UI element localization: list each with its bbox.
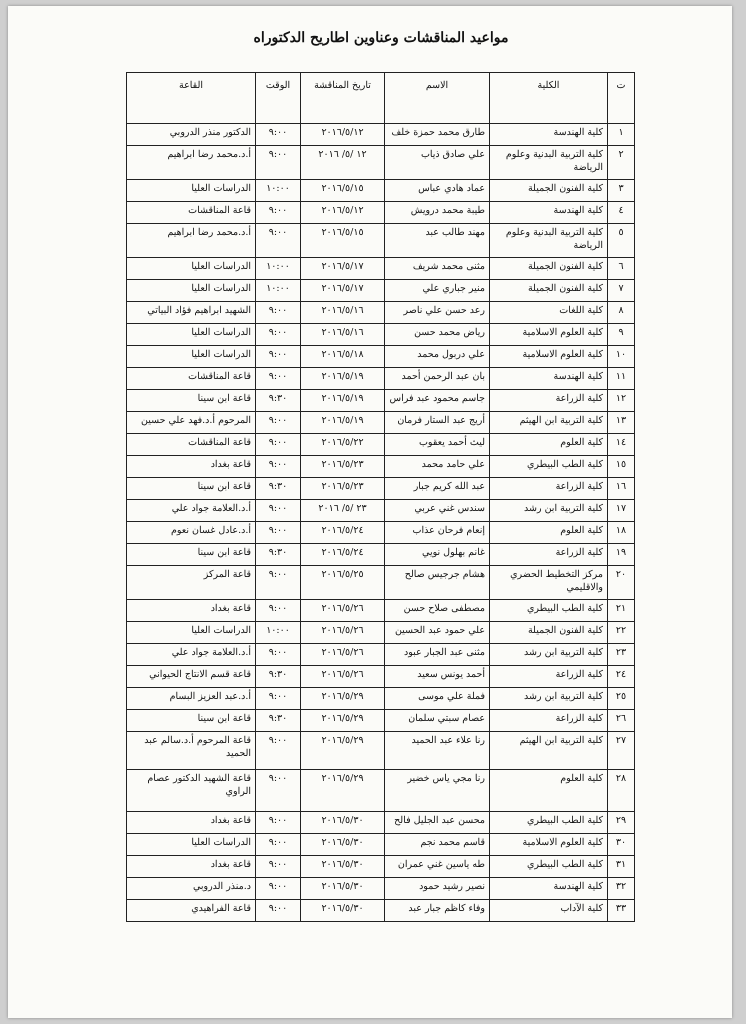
header-row [127,73,635,124]
cell-name: فملة علي موسى [385,688,490,710]
table-row [127,878,635,900]
cell-name: أحمد يونس سعيد [385,666,490,688]
cell-name: علي دربول محمد [385,346,490,368]
cell-hall: قاعة ابن سينا [127,544,256,566]
cell-hall: قاعة الشهيد الدكتور عصام الراوي [127,770,256,812]
cell-date: ٢٠١٦/٥/١٨ [301,346,385,368]
cell-time: ٩:٠٠ [256,302,301,324]
cell-date: ٢٠١٦/٥/١٧ [301,258,385,280]
cell-college: كلية التربية ابن رشد [490,688,608,710]
cell-num: ٢٤ [608,666,635,688]
cell-time: ٩:٠٠ [256,500,301,522]
cell-time: ٩:٠٠ [256,566,301,600]
cell-date: ٢٠١٦/٥/١٩ [301,412,385,434]
cell-time: ٩:٠٠ [256,202,301,224]
cell-num: ٢٥ [608,688,635,710]
cell-num: ١٢ [608,390,635,412]
cell-name: رياض محمد حسن [385,324,490,346]
cell-num: ٣٣ [608,900,635,922]
table-row [127,224,635,258]
cell-num: ١٣ [608,412,635,434]
cell-time: ٩:٣٠ [256,544,301,566]
cell-name: علي صادق ذياب [385,146,490,180]
cell-time: ١٠:٠٠ [256,258,301,280]
cell-hall: الدراسات العليا [127,346,256,368]
cell-date: ٢٠١٦/٥/٢٦ [301,600,385,622]
cell-hall: أ.د.محمد رضا ابراهيم [127,224,256,258]
cell-time: ٩:٣٠ [256,478,301,500]
cell-name: طارق محمد حمزة خلف [385,124,490,146]
cell-hall: الدراسات العليا [127,622,256,644]
cell-time: ٩:٠٠ [256,856,301,878]
table-row [127,434,635,456]
cell-time: ٩:٠٠ [256,878,301,900]
cell-name: محسن عبد الجليل فالح [385,812,490,834]
page-title: مواعيد المناقشات وعناوين اطاريح الدكتوراه [253,30,509,46]
cell-date: ٢٠١٦/٥/٢٢ [301,434,385,456]
table-row [127,368,635,390]
table-row [127,202,635,224]
cell-date: ٢٠١٦/٥/١٢ [301,202,385,224]
cell-hall: قاعة ابن سينا [127,710,256,732]
cell-college: كلية الهندسة [490,368,608,390]
cell-college: كلية الفنون الجميلة [490,622,608,644]
cell-college: كلية اللغات [490,302,608,324]
cell-num: ٣ [608,180,635,202]
table-row [127,146,635,180]
cell-date: ٢٠١٦/٥/١٩ [301,390,385,412]
cell-college: كلية العلوم الاسلامية [490,324,608,346]
header-hall: القاعة [127,73,256,124]
table-row [127,566,635,600]
cell-num: ٦ [608,258,635,280]
cell-date: ٢٠١٦/٥/١٦ [301,302,385,324]
cell-hall: الدكتور منذر الدروبي [127,124,256,146]
table-body [127,124,635,922]
cell-num: ١٨ [608,522,635,544]
cell-college: كلية الهندسة [490,202,608,224]
cell-name: وفاء كاظم جبار عبد [385,900,490,922]
cell-num: ٢١ [608,600,635,622]
cell-college: كلية الزراعة [490,478,608,500]
cell-time: ٩:٠٠ [256,434,301,456]
cell-hall: قاعة قسم الانتاج الحيواني [127,666,256,688]
cell-date: ٢٠١٦/٥/٣٠ [301,812,385,834]
header-num: ت [608,73,635,124]
cell-name: طيبة محمد درويش [385,202,490,224]
cell-date: ٢٠١٦/٥/٣٠ [301,878,385,900]
cell-time: ٩:٠٠ [256,688,301,710]
table-row [127,412,635,434]
cell-time: ٩:٠٠ [256,522,301,544]
defense-schedule-table [126,72,635,922]
header-date: تاريخ المناقشة [301,73,385,124]
cell-hall: قاعة المناقشات [127,202,256,224]
cell-name: عبد الله كريم جبار [385,478,490,500]
cell-num: ٢٣ [608,644,635,666]
table-row [127,666,635,688]
cell-hall: أ.د.العلامة جواد علي [127,500,256,522]
cell-name: أريج عبد الستار فرمان [385,412,490,434]
cell-hall: قاعة المناقشات [127,368,256,390]
cell-date: ٢٠١٦/٥/١٧ [301,280,385,302]
cell-hall: أ.د.عادل غسان نعوم [127,522,256,544]
cell-num: ٧ [608,280,635,302]
cell-college: كلية الطب البيطري [490,600,608,622]
cell-name: مهند طالب عبد [385,224,490,258]
cell-num: ١١ [608,368,635,390]
cell-time: ٩:٠٠ [256,324,301,346]
cell-name: منير جباري علي [385,280,490,302]
table-row [127,688,635,710]
table-row [127,346,635,368]
cell-name: مثنى محمد شريف [385,258,490,280]
cell-date: ٢٠١٦/٥/٢٩ [301,688,385,710]
cell-date: ٢٠١٦/٥/١٦ [301,324,385,346]
table-row [127,500,635,522]
cell-num: ٢٢ [608,622,635,644]
cell-college: مركز التخطيط الحضري والاقليمي [490,566,608,600]
cell-hall: قاعة بغداد [127,856,256,878]
cell-name: سندس غني عربي [385,500,490,522]
cell-college: كلية العلوم [490,770,608,812]
cell-hall: قاعة ابن سينا [127,478,256,500]
header-time: الوقت [256,73,301,124]
table-row [127,644,635,666]
cell-time: ١٠:٠٠ [256,180,301,202]
cell-time: ٩:٠٠ [256,900,301,922]
cell-college: كلية الطب البيطري [490,456,608,478]
cell-num: ٩ [608,324,635,346]
cell-college: كلية التربية ابن رشد [490,644,608,666]
cell-date: ٢٠١٦/٥/٣٠ [301,834,385,856]
table-row [127,834,635,856]
cell-college: كلية التربية البدنية وعلوم الرياضة [490,146,608,180]
cell-college: كلية الآداب [490,900,608,922]
table-row [127,812,635,834]
cell-num: ٢٧ [608,732,635,770]
cell-name: علي حمود عبد الحسين [385,622,490,644]
cell-num: ٢٨ [608,770,635,812]
cell-num: ١٧ [608,500,635,522]
cell-name: رنا علاء عبد الحميد [385,732,490,770]
cell-date: ٢٠١٦/٥/١٥ [301,180,385,202]
cell-college: كلية التربية ابن رشد [490,500,608,522]
cell-date: ٢٠١٦/٥/٢٩ [301,770,385,812]
cell-num: ١٦ [608,478,635,500]
table-row [127,600,635,622]
cell-num: ١٥ [608,456,635,478]
cell-college: كلية الزراعة [490,710,608,732]
cell-time: ٩:٠٠ [256,600,301,622]
cell-time: ٩:٠٠ [256,456,301,478]
cell-hall: قاعة بغداد [127,456,256,478]
cell-hall: قاعة ابن سينا [127,390,256,412]
cell-college: كلية العلوم [490,434,608,456]
cell-date: ٢٠١٦/٥/١٥ [301,224,385,258]
cell-num: ٢٦ [608,710,635,732]
table-row [127,456,635,478]
cell-college: كلية الزراعة [490,390,608,412]
table-row [127,856,635,878]
table-row [127,478,635,500]
cell-college: كلية الطب البيطري [490,812,608,834]
table-row [127,180,635,202]
cell-name: رعد حسن علي ناصر [385,302,490,324]
cell-name: علي حامد محمد [385,456,490,478]
header-name: الاسم [385,73,490,124]
cell-num: ١٠ [608,346,635,368]
cell-num: ٢ [608,146,635,180]
cell-college: كلية العلوم [490,522,608,544]
cell-hall: قاعة المركز [127,566,256,600]
cell-college: كلية التربية ابن الهيثم [490,732,608,770]
cell-num: ٥ [608,224,635,258]
cell-hall: أ.د.العلامة جواد علي [127,644,256,666]
cell-hall: الدراسات العليا [127,324,256,346]
cell-time: ٩:٣٠ [256,390,301,412]
cell-hall: قاعة بغداد [127,812,256,834]
cell-num: ٢٠ [608,566,635,600]
cell-time: ١٠:٠٠ [256,280,301,302]
cell-date: ٢٠١٦/٥/٣٠ [301,900,385,922]
table-row [127,390,635,412]
cell-date: ٢٠١٦/٥/١٩ [301,368,385,390]
cell-hall: أ.د.محمد رضا ابراهيم [127,146,256,180]
cell-date: ٢٠١٦/٥/٢٣ [301,456,385,478]
cell-hall: الدراسات العليا [127,834,256,856]
cell-college: كلية الهندسة [490,124,608,146]
cell-num: ٣٢ [608,878,635,900]
table-row [127,522,635,544]
cell-hall: أ.د.عبد العزيز البسام [127,688,256,710]
cell-college: كلية التربية البدنية وعلوم الرياضة [490,224,608,258]
cell-hall: المرحوم أ.د.فهد علي حسين [127,412,256,434]
cell-college: كلية العلوم الاسلامية [490,834,608,856]
table-row [127,324,635,346]
cell-num: ١٩ [608,544,635,566]
cell-name: إنعام فرحان عذاب [385,522,490,544]
cell-num: ٣١ [608,856,635,878]
cell-hall: قاعة المناقشات [127,434,256,456]
cell-time: ٩:٠٠ [256,224,301,258]
cell-date: ٢٠١٦/٥/٢٦ [301,666,385,688]
cell-date: ٢٠١٦/٥/٣٠ [301,856,385,878]
cell-name: عماد هادي عباس [385,180,490,202]
cell-date: ٢٣ /٥/ ٢٠١٦ [301,500,385,522]
cell-hall: قاعة الفراهيدي [127,900,256,922]
cell-date: ٢٠١٦/٥/٢٦ [301,644,385,666]
cell-name: رنا مجي ياس خضير [385,770,490,812]
cell-time: ٩:٠٠ [256,412,301,434]
cell-num: ١٤ [608,434,635,456]
cell-college: كلية الزراعة [490,544,608,566]
cell-hall: الدراسات العليا [127,258,256,280]
cell-num: ٢٩ [608,812,635,834]
table-row [127,900,635,922]
header-college: الكلية [490,73,608,124]
cell-college: كلية الفنون الجميلة [490,180,608,202]
cell-num: ٣٠ [608,834,635,856]
table-row [127,622,635,644]
cell-name: جاسم محمود عبد فراس [385,390,490,412]
cell-name: بان عبد الرحمن أحمد [385,368,490,390]
cell-num: ٤ [608,202,635,224]
table-row [127,710,635,732]
table-row [127,302,635,324]
cell-time: ٩:٣٠ [256,666,301,688]
cell-name: نصير رشيد حمود [385,878,490,900]
cell-hall: قاعة المرحوم أ.د.سالم عبد الحميد [127,732,256,770]
cell-name: عصام سبتي سلمان [385,710,490,732]
table-row [127,258,635,280]
cell-date: ٢٠١٦/٥/٢٩ [301,710,385,732]
cell-time: ٩:٠٠ [256,812,301,834]
cell-college: كلية الطب البيطري [490,856,608,878]
cell-time: ٩:٠٠ [256,644,301,666]
cell-time: ٩:٠٠ [256,124,301,146]
table-row [127,280,635,302]
cell-college: كلية الزراعة [490,666,608,688]
cell-date: ٢٠١٦/٥/٢٤ [301,522,385,544]
cell-hall: د.منذر الدروبي [127,878,256,900]
cell-college: كلية الهندسة [490,878,608,900]
cell-hall: قاعة بغداد [127,600,256,622]
cell-college: كلية التربية ابن الهيثم [490,412,608,434]
cell-name: مصطفى صلاح حسن [385,600,490,622]
cell-name: قاسم محمد نجم [385,834,490,856]
table-header [127,73,635,124]
cell-num: ٨ [608,302,635,324]
table-row [127,770,635,812]
cell-college: كلية الفنون الجميلة [490,258,608,280]
cell-time: ٩:٠٠ [256,146,301,180]
cell-name: مثنى عبد الجبار عبود [385,644,490,666]
cell-college: كلية الفنون الجميلة [490,280,608,302]
table-row [127,544,635,566]
cell-date: ٢٠١٦/٥/٢٣ [301,478,385,500]
cell-time: ٩:٠٠ [256,732,301,770]
table-row [127,124,635,146]
cell-time: ٩:٠٠ [256,346,301,368]
table-row [127,732,635,770]
cell-date: ٢٠١٦/٥/٢٥ [301,566,385,600]
cell-num: ١ [608,124,635,146]
cell-date: ٢٠١٦/٥/٢٤ [301,544,385,566]
cell-date: ٢٠١٦/٥/١٢ [301,124,385,146]
cell-time: ٩:٠٠ [256,834,301,856]
cell-date: ٢٠١٦/٥/٢٩ [301,732,385,770]
cell-name: طه ياسين غني عمران [385,856,490,878]
cell-hall: الشهيد ابراهيم فؤاد البياتي [127,302,256,324]
cell-hall: الدراسات العليا [127,180,256,202]
cell-hall: الدراسات العليا [127,280,256,302]
cell-name: غانم بهلول نويي [385,544,490,566]
cell-time: ٩:٠٠ [256,368,301,390]
cell-date: ٢٠١٦/٥/٢٦ [301,622,385,644]
cell-date: ١٢ /٥/ ٢٠١٦ [301,146,385,180]
cell-name: هشام جرجيس صالح [385,566,490,600]
cell-time: ٩:٣٠ [256,710,301,732]
cell-time: ٩:٠٠ [256,770,301,812]
cell-name: ليث أحمد يعقوب [385,434,490,456]
cell-time: ١٠:٠٠ [256,622,301,644]
cell-college: كلية العلوم الاسلامية [490,346,608,368]
